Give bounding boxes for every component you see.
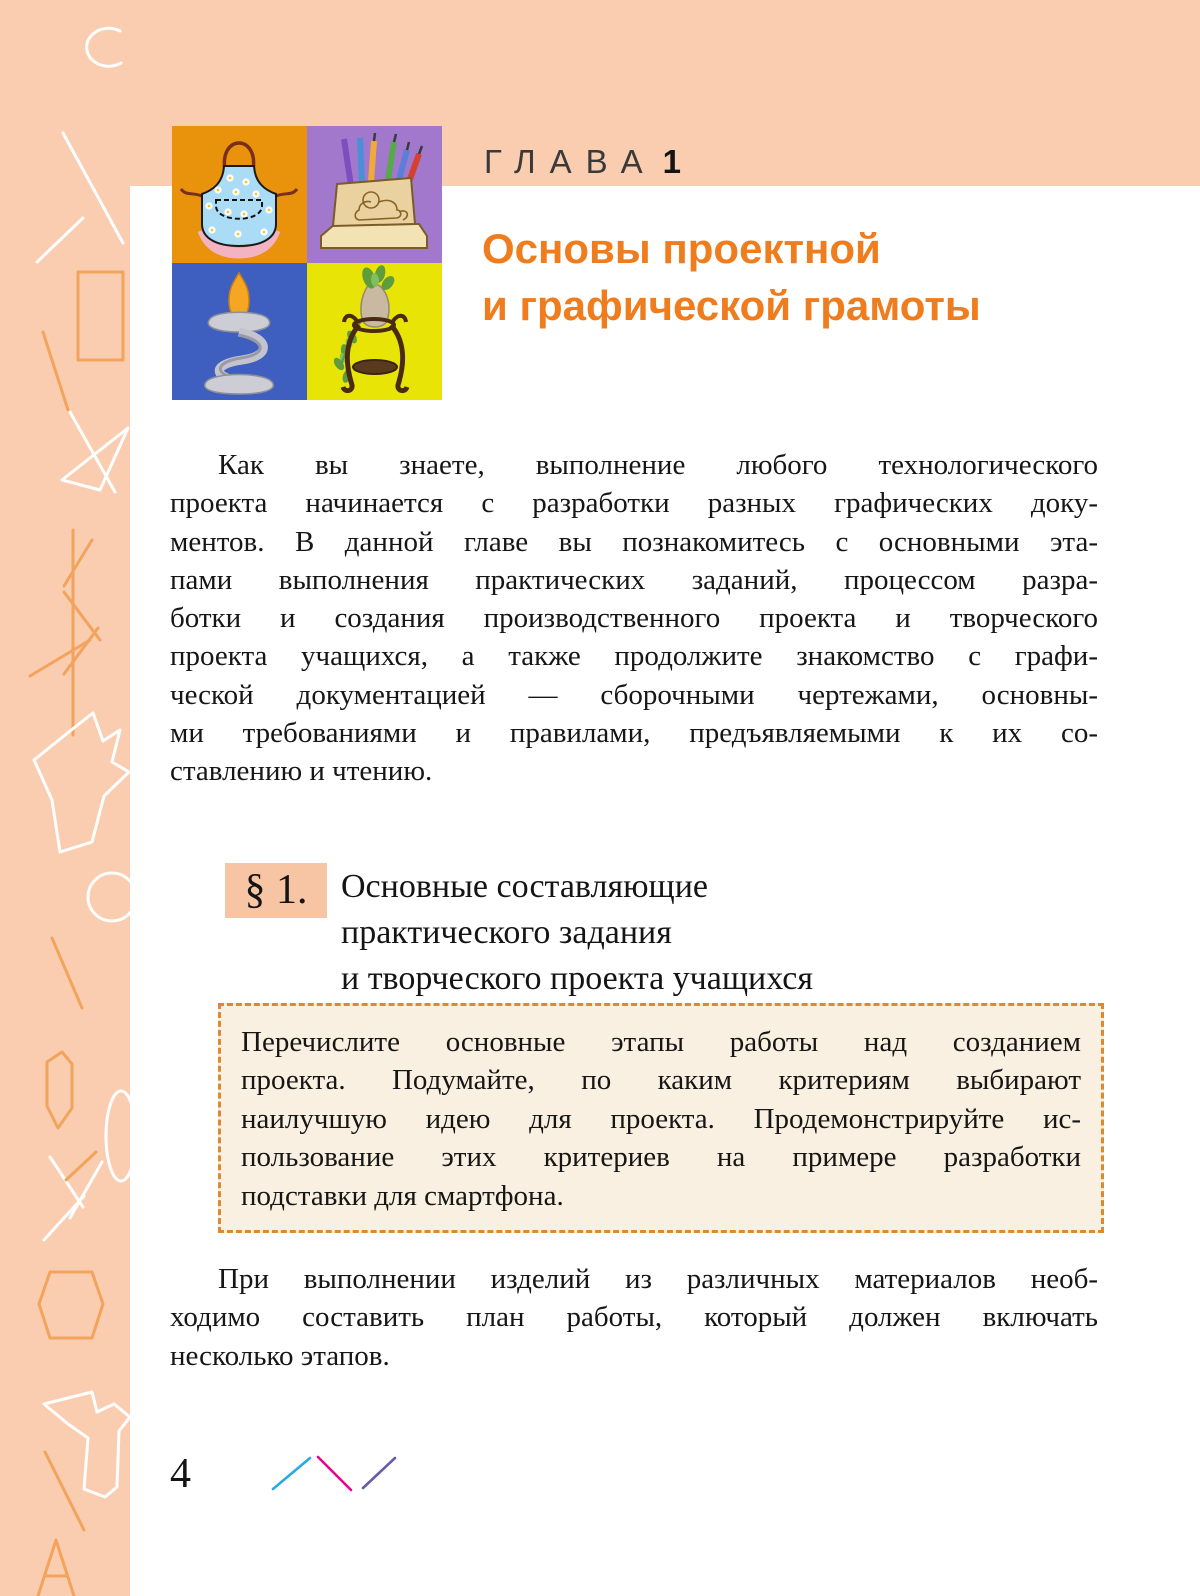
candlestick-icon (172, 263, 307, 400)
magenta-backslash-mark (318, 1457, 351, 1490)
text-line: Перечислите основные этапы работы над созданием (241, 1026, 1081, 1058)
chapter-title-line1: Основы проектной (482, 225, 881, 272)
text-line: Как вы знаете, выполнение любого технологического (218, 449, 1098, 481)
text-line: ментов. В данной главе вы познакомитесь с основными эта- (170, 525, 1098, 558)
pencil-holder-cell (307, 126, 442, 263)
task-box (218, 1003, 1104, 1233)
section-marker: § 1. (225, 863, 327, 918)
chapter-label (484, 143, 695, 181)
chapter-word: ГЛАВА (484, 143, 657, 180)
decorative-side-strip (0, 0, 130, 1596)
plant-stand-cell (307, 263, 442, 400)
text-line: подставки для смартфона. (241, 1179, 564, 1212)
text-line: Основные составляющие (341, 868, 708, 905)
plant-stand-icon (307, 263, 442, 400)
text-line: несколько этапов. (170, 1339, 390, 1372)
text-line: При выполнении изделий из различных материалов необ- (218, 1263, 1098, 1295)
chapter-number: 1 (662, 143, 695, 180)
chapter-title-line2: и графической грамоты (482, 282, 981, 329)
chapter-image-grid (172, 126, 442, 400)
apron-cell (172, 126, 307, 263)
text-line: проекта учащихся, а также продолжите знакомство с графи- (170, 640, 1098, 673)
footer-decoration-marks (265, 1453, 405, 1495)
text-line: пользование этих критериев на примере разработки (241, 1141, 1081, 1174)
page-number: 4 (170, 1451, 191, 1497)
text-line: ходимо составить план работы, который должен включать (170, 1301, 1098, 1334)
closing-paragraph (170, 1260, 1098, 1375)
text-line: ми требованиями и правилами, предъявляемыми к их со- (170, 717, 1098, 750)
text-line: ставлению и чтению. (170, 755, 433, 788)
cyan-slash-mark (273, 1458, 310, 1489)
text-line: ческой документацией — сборочными чертежами, основны- (170, 678, 1098, 711)
chapter-title (482, 220, 981, 334)
text-line: проекта. Подумайте, по каким критериям выбирают (241, 1064, 1081, 1097)
text-line: и творческого проекта учащихся (341, 960, 813, 997)
text-line: ботки и создания производственного проекта и творческого (170, 602, 1098, 635)
text-line: практического задания (341, 914, 672, 951)
pencil-holder-icon (307, 126, 442, 263)
text-line: наилучшую идею для проекта. Продемонстрируйте ис- (241, 1102, 1081, 1135)
section-title (341, 864, 813, 1002)
candlestick-cell (172, 263, 307, 400)
text-line: пами выполнения практических заданий, процессом разра- (170, 563, 1098, 596)
intro-paragraph (170, 446, 1098, 791)
text-line: проекта начинается с разработки разных графических доку- (170, 487, 1098, 520)
purple-slash-mark (363, 1458, 395, 1488)
apron-icon (172, 126, 307, 263)
drafting-shapes-decoration (0, 0, 130, 1596)
